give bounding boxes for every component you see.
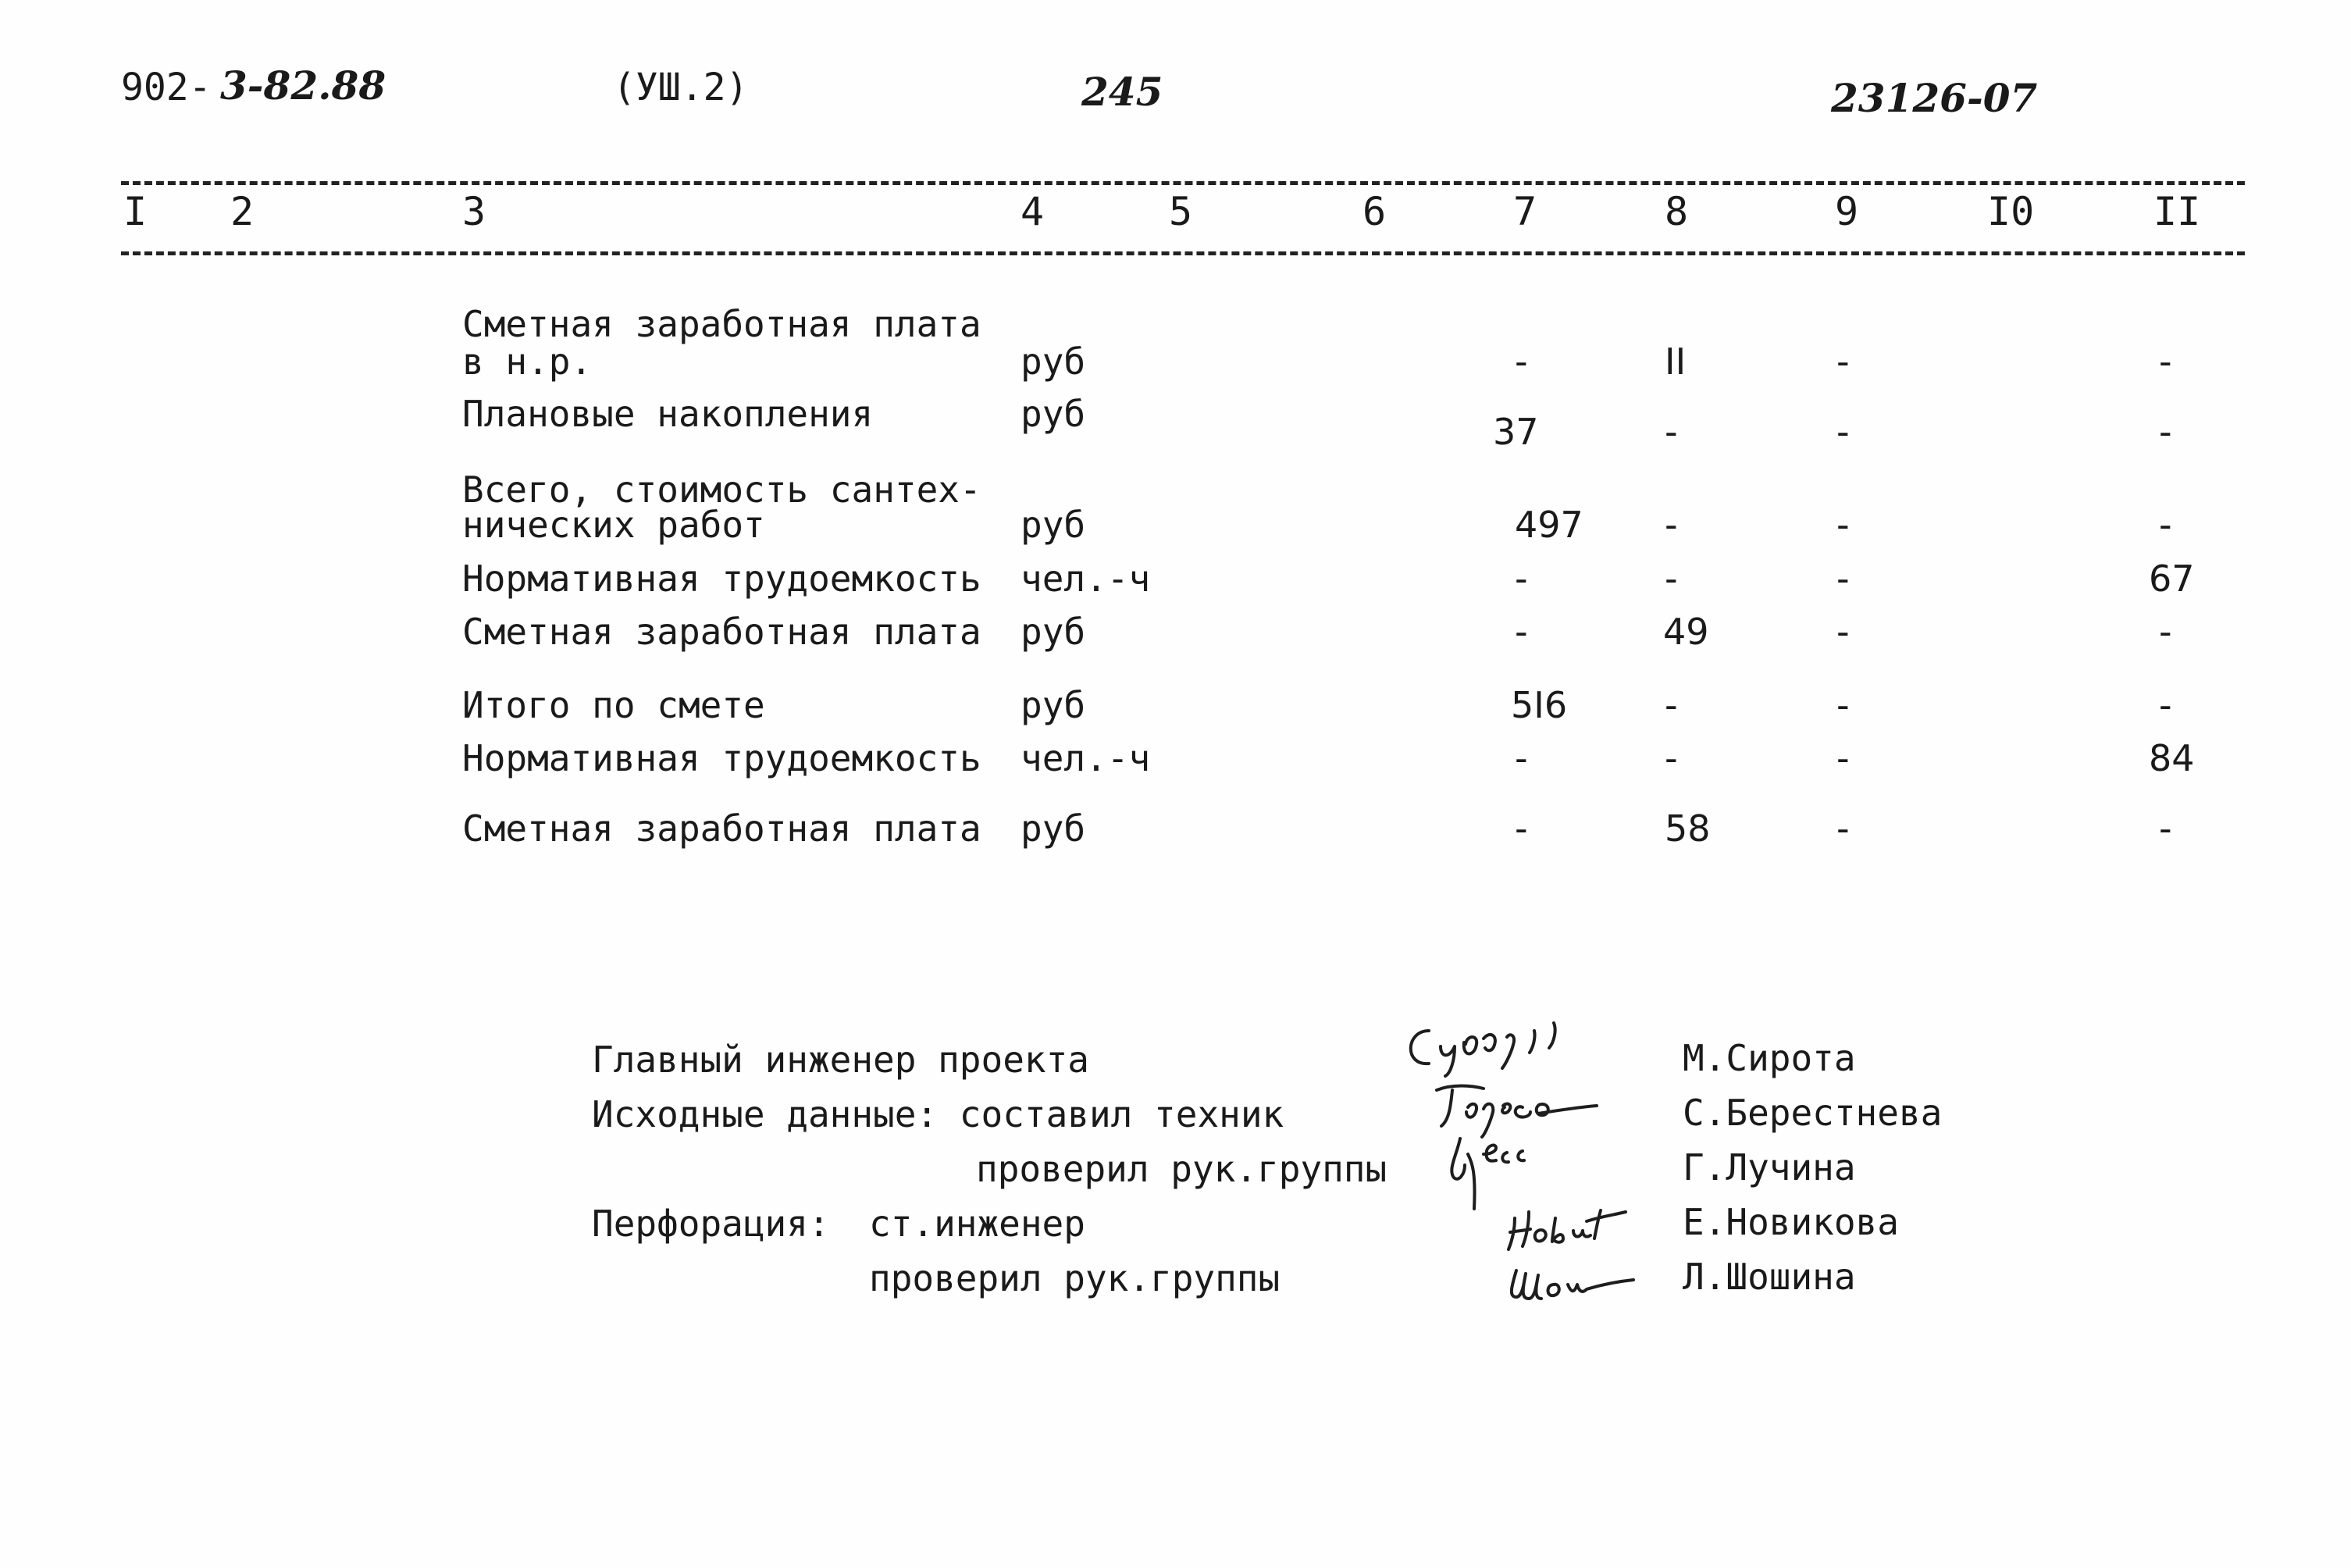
row-name-cont: в н.р. <box>462 340 593 383</box>
cell-col9: - <box>1836 558 1850 600</box>
signature-shoshina <box>1499 1253 1655 1316</box>
col-num-5: 5 <box>1169 189 1193 234</box>
cell-col11: - <box>2159 611 2172 653</box>
cell-col9: - <box>1836 807 1850 850</box>
col-num-3: 3 <box>462 189 486 234</box>
cell-col8: 49 <box>1663 611 1709 653</box>
cell-col7: - <box>1515 340 1528 383</box>
cell-col7: - <box>1515 558 1528 600</box>
cell-col7: - <box>1515 737 1528 779</box>
table-header-rule <box>121 251 2245 255</box>
row-unit: руб <box>1021 807 1086 850</box>
cell-col11: - <box>2159 504 2172 546</box>
cell-col9: - <box>1836 340 1850 383</box>
row-name: Сметная заработная плата <box>462 303 981 345</box>
cell-col11: - <box>2159 411 2172 453</box>
perforation-role: ст.инженер <box>869 1203 1085 1245</box>
cell-col7: - <box>1515 807 1528 850</box>
row-name: Сметная заработная плата <box>462 807 981 850</box>
row-unit: руб <box>1021 393 1086 435</box>
row-unit: чел.-ч <box>1021 737 1151 779</box>
row-unit: руб <box>1021 340 1086 383</box>
cell-col7: 497 <box>1515 504 1583 546</box>
col-num-1: I <box>123 189 148 234</box>
row-name-cont: нических работ <box>462 504 765 546</box>
cell-col9: - <box>1836 684 1850 726</box>
cell-col8: - <box>1665 504 1678 546</box>
row-unit: чел.-ч <box>1021 558 1151 600</box>
section-code: (УШ.2) <box>613 66 749 109</box>
cell-col8: 58 <box>1665 807 1711 850</box>
signature-sirota <box>1398 1015 1616 1078</box>
cell-col7: - <box>1515 611 1528 653</box>
row-name: Всего, стоимость сантех- <box>462 469 981 511</box>
cell-col11: - <box>2159 807 2172 850</box>
perforation-label: Перфорация: <box>592 1203 830 1245</box>
row-name: Плановые накопления <box>462 393 874 435</box>
row-name: Итого по смете <box>462 684 765 726</box>
cell-col8: II <box>1665 340 1687 383</box>
col-num-7: 7 <box>1513 189 1537 234</box>
signature-berestneva <box>1421 1076 1608 1139</box>
row-name: Сметная заработная плата <box>462 611 981 653</box>
cell-col8: - <box>1665 684 1678 726</box>
source-checked-label: проверил рук.группы <box>976 1148 1387 1190</box>
cell-col8: - <box>1665 737 1678 779</box>
perforation-checked-label: проверил рук.группы <box>869 1257 1281 1299</box>
col-num-10: I0 <box>1987 189 2035 234</box>
name-shoshina: Л.Шошина <box>1683 1256 1856 1298</box>
col-num-6: 6 <box>1363 189 1387 234</box>
col-num-11: II <box>2153 189 2201 234</box>
registry-number: 23126-07 <box>1831 75 2038 121</box>
col-num-9: 9 <box>1835 189 1859 234</box>
col-num-8: 8 <box>1665 189 1689 234</box>
col-num-2: 2 <box>230 189 255 234</box>
cell-col9: - <box>1836 504 1850 546</box>
name-novikova: Е.Новикова <box>1683 1201 1899 1243</box>
col-num-4: 4 <box>1021 189 1045 234</box>
page-number: 245 <box>1081 69 1163 115</box>
cell-col8: - <box>1665 411 1678 453</box>
row-name: Нормативная трудоемкость <box>462 737 981 779</box>
cell-col11: 67 <box>2149 558 2195 600</box>
chief-engineer-label: Главный инженер проекта <box>592 1039 1089 1081</box>
cell-col8: - <box>1665 558 1678 600</box>
cell-col9: - <box>1836 737 1850 779</box>
cell-col11: - <box>2159 684 2172 726</box>
name-sirota: М.Сирота <box>1683 1037 1856 1079</box>
cell-col9: - <box>1836 411 1850 453</box>
cell-col7: 37 <box>1493 411 1539 453</box>
cell-col11: - <box>2159 340 2172 383</box>
name-luchina: Г.Лучина <box>1683 1146 1856 1188</box>
source-data-label: Исходные данные: составил техник <box>592 1093 1284 1135</box>
name-berestneva: С.Берестнева <box>1683 1092 1943 1134</box>
row-unit: руб <box>1021 504 1086 546</box>
cell-col9: - <box>1836 611 1850 653</box>
doc-code-handwritten: 3-82.88 <box>220 62 386 109</box>
row-unit: руб <box>1021 684 1086 726</box>
row-unit: руб <box>1021 611 1086 653</box>
row-name: Нормативная трудоемкость <box>462 558 981 600</box>
cell-col11: 84 <box>2149 737 2195 779</box>
cell-col7: 5I6 <box>1511 684 1568 726</box>
doc-code-prefix: 902- <box>121 66 212 109</box>
table-top-rule <box>121 181 2245 185</box>
